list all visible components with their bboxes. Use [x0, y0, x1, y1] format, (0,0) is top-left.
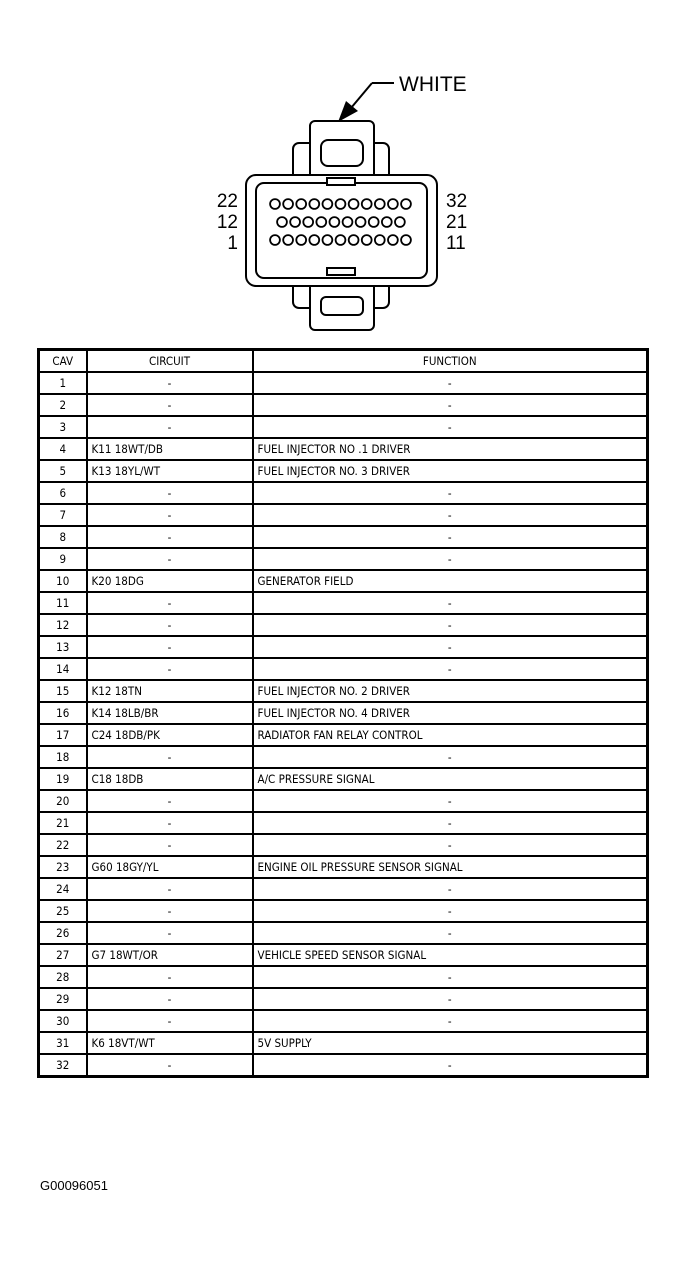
pin-cavity [303, 217, 313, 227]
pin-cavity [401, 199, 411, 209]
circuit-cell: - [87, 1010, 253, 1032]
pin-cavity [270, 199, 280, 209]
pin-cavity [375, 199, 385, 209]
cav-cell: 15 [39, 680, 87, 702]
cav-cell: 7 [39, 504, 87, 526]
circuit-cell: - [87, 658, 253, 680]
pin-cavity [336, 235, 346, 245]
function-cell: - [253, 526, 648, 548]
table-row [39, 614, 648, 636]
pin-cavity [283, 235, 293, 245]
cav-cell: 5 [39, 460, 87, 482]
cav-cell: 8 [39, 526, 87, 548]
table-row [39, 438, 648, 460]
function-cell: - [253, 1010, 648, 1032]
pin-cavity [362, 235, 372, 245]
function-cell: - [253, 504, 648, 526]
function-cell: - [253, 834, 648, 856]
cav-cell: 30 [39, 1010, 87, 1032]
cav-cell: 4 [39, 438, 87, 460]
cav-cell: 32 [39, 1054, 87, 1077]
circuit-cell: K13 18YL/WT [87, 460, 253, 482]
pin-cavity [309, 235, 319, 245]
function-cell: FUEL INJECTOR NO. 3 DRIVER [253, 460, 648, 482]
pin-label-21: 21 [446, 212, 468, 233]
header-cav: CAV [39, 350, 87, 373]
circuit-cell: - [87, 812, 253, 834]
cav-cell: 12 [39, 614, 87, 636]
circuit-cell: - [87, 636, 253, 658]
table-row [39, 372, 648, 394]
pin-cavity [388, 235, 398, 245]
cav-cell: 26 [39, 922, 87, 944]
function-cell: - [253, 394, 648, 416]
cav-cell: 20 [39, 790, 87, 812]
pin-cavity [401, 235, 411, 245]
table-body [39, 372, 648, 1077]
circuit-cell: K11 18WT/DB [87, 438, 253, 460]
pin-cavity [270, 235, 280, 245]
circuit-cell: - [87, 548, 253, 570]
table-row [39, 548, 648, 570]
table-row [39, 636, 648, 658]
pin-cavity [283, 199, 293, 209]
function-cell: 5V SUPPLY [253, 1032, 648, 1054]
table-row [39, 988, 648, 1010]
table-row [39, 592, 648, 614]
pin-cavity [395, 217, 405, 227]
table-row [39, 658, 648, 680]
connector-color-label: WHITE [399, 73, 467, 96]
circuit-cell: K6 18VT/WT [87, 1032, 253, 1054]
table-header-row [39, 350, 648, 373]
table-row [39, 1032, 648, 1054]
cav-cell: 29 [39, 988, 87, 1010]
function-cell: - [253, 900, 648, 922]
pin-label-12: 12 [216, 212, 238, 233]
circuit-cell: - [87, 834, 253, 856]
table-row [39, 702, 648, 724]
circuit-cell: - [87, 966, 253, 988]
circuit-cell: - [87, 790, 253, 812]
top-latch [293, 121, 389, 183]
table-row [39, 504, 648, 526]
connector-face-diagram [0, 0, 684, 345]
table-row [39, 922, 648, 944]
table-row [39, 856, 648, 878]
figure-id: G00096051 [40, 1178, 108, 1193]
cav-cell: 2 [39, 394, 87, 416]
cav-cell: 21 [39, 812, 87, 834]
table-row [39, 790, 648, 812]
cav-cell: 17 [39, 724, 87, 746]
function-cell: FUEL INJECTOR NO. 2 DRIVER [253, 680, 648, 702]
pin-cavity [316, 217, 326, 227]
cav-cell: 3 [39, 416, 87, 438]
pin-cavity [323, 235, 333, 245]
function-cell: - [253, 812, 648, 834]
cav-cell: 28 [39, 966, 87, 988]
function-cell: - [253, 790, 648, 812]
cav-cell: 22 [39, 834, 87, 856]
function-cell: - [253, 636, 648, 658]
function-cell: - [253, 548, 648, 570]
pin-cavity [323, 199, 333, 209]
function-cell: - [253, 658, 648, 680]
function-cell: A/C PRESSURE SIGNAL [253, 768, 648, 790]
cav-cell: 14 [39, 658, 87, 680]
table-row [39, 394, 648, 416]
function-cell: FUEL INJECTOR NO. 4 DRIVER [253, 702, 648, 724]
pin-cavity [356, 217, 366, 227]
pin-cavity [277, 217, 287, 227]
circuit-cell: C24 18DB/PK [87, 724, 253, 746]
pin-cavity [336, 199, 346, 209]
function-cell: - [253, 988, 648, 1010]
cav-cell: 9 [39, 548, 87, 570]
circuit-cell: - [87, 900, 253, 922]
function-cell: - [253, 922, 648, 944]
cav-cell: 19 [39, 768, 87, 790]
pin-label-1: 1 [227, 233, 238, 254]
circuit-cell: - [87, 878, 253, 900]
function-cell: FUEL INJECTOR NO .1 DRIVER [253, 438, 648, 460]
table-row [39, 768, 648, 790]
cav-cell: 24 [39, 878, 87, 900]
cav-cell: 31 [39, 1032, 87, 1054]
function-cell: - [253, 878, 648, 900]
cav-cell: 11 [39, 592, 87, 614]
function-cell: VEHICLE SPEED SENSOR SIGNAL [253, 944, 648, 966]
function-cell: - [253, 372, 648, 394]
table-row [39, 746, 648, 768]
circuit-cell: K12 18TN [87, 680, 253, 702]
function-cell: - [253, 746, 648, 768]
function-cell: GENERATOR FIELD [253, 570, 648, 592]
cav-cell: 6 [39, 482, 87, 504]
table-row [39, 1010, 648, 1032]
table-row [39, 482, 648, 504]
pin-label-22: 22 [216, 191, 238, 212]
cav-cell: 25 [39, 900, 87, 922]
table-row [39, 944, 648, 966]
circuit-cell: - [87, 482, 253, 504]
pin-label-11: 11 [446, 233, 466, 254]
table-row [39, 680, 648, 702]
circuit-cell: - [87, 988, 253, 1010]
pin-cavity [330, 217, 340, 227]
pin-cavity [309, 199, 319, 209]
cav-cell: 13 [39, 636, 87, 658]
circuit-cell: - [87, 394, 253, 416]
circuit-cell: - [87, 372, 253, 394]
cav-cell: 1 [39, 372, 87, 394]
header-circuit: CIRCUIT [87, 350, 253, 373]
pin-cavity [296, 199, 306, 209]
function-cell: - [253, 966, 648, 988]
table-row [39, 1054, 648, 1077]
circuit-cell: G60 18GY/YL [87, 856, 253, 878]
table-row [39, 900, 648, 922]
circuit-cell: - [87, 922, 253, 944]
circuit-cell: - [87, 504, 253, 526]
header-function: FUNCTION [253, 350, 648, 373]
circuit-cell: - [87, 526, 253, 548]
function-cell: RADIATOR FAN RELAY CONTROL [253, 724, 648, 746]
table-row [39, 834, 648, 856]
cav-cell: 23 [39, 856, 87, 878]
function-cell: - [253, 416, 648, 438]
table-row [39, 416, 648, 438]
cav-cell: 18 [39, 746, 87, 768]
pin-cavity [375, 235, 385, 245]
function-cell: - [253, 614, 648, 636]
connector-housing [246, 175, 437, 286]
table-row [39, 812, 648, 834]
pin-cavity [362, 199, 372, 209]
pin-cavity [369, 217, 379, 227]
circuit-cell: C18 18DB [87, 768, 253, 790]
function-cell: ENGINE OIL PRESSURE SENSOR SIGNAL [253, 856, 648, 878]
callout-arrow-line [351, 83, 372, 108]
function-cell: - [253, 1054, 648, 1077]
pin-cavity [382, 217, 392, 227]
pin-cavity [349, 199, 359, 209]
circuit-cell: - [87, 592, 253, 614]
circuit-cell: G7 18WT/OR [87, 944, 253, 966]
pin-cavity [349, 235, 359, 245]
circuit-cell: - [87, 416, 253, 438]
circuit-cell: - [87, 1054, 253, 1077]
pin-cavity [296, 235, 306, 245]
cav-cell: 27 [39, 944, 87, 966]
circuit-cell: K20 18DG [87, 570, 253, 592]
table-row [39, 460, 648, 482]
pin-cavity [343, 217, 353, 227]
table-row [39, 570, 648, 592]
pin-cavity [388, 199, 398, 209]
function-cell: - [253, 482, 648, 504]
cav-cell: 16 [39, 702, 87, 724]
circuit-cell: K14 18LB/BR [87, 702, 253, 724]
table-row [39, 526, 648, 548]
table-row [39, 724, 648, 746]
function-cell: - [253, 592, 648, 614]
table-row [39, 878, 648, 900]
table-row [39, 966, 648, 988]
cav-cell: 10 [39, 570, 87, 592]
pin-out-table [37, 348, 649, 1078]
circuit-cell: - [87, 746, 253, 768]
pin-cavity [290, 217, 300, 227]
circuit-cell: - [87, 614, 253, 636]
pin-label-32: 32 [446, 191, 468, 212]
